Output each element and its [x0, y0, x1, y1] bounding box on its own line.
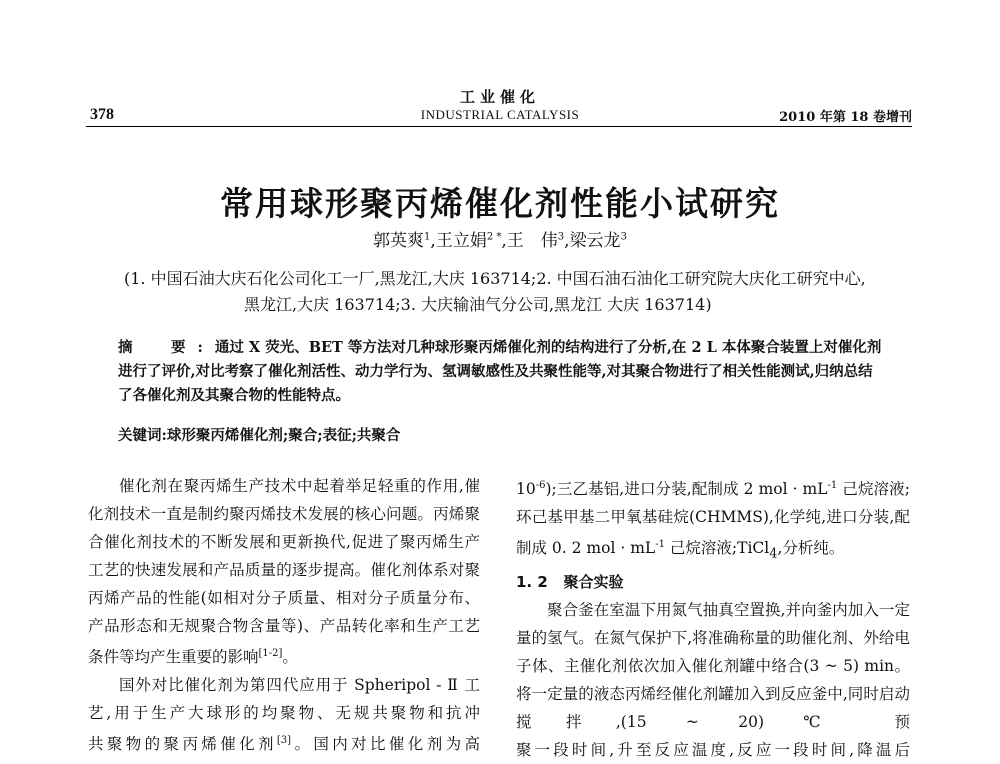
superscript: -1 [827, 480, 838, 491]
author-affil-mark: 2 * [486, 231, 502, 243]
paragraph-text: ,分析纯。 [777, 539, 845, 558]
paragraph-text: );三乙基铝,进口分装,配制成 2 mol · mL [545, 480, 828, 499]
author-affil-mark: 1 [424, 231, 431, 243]
author-name: 梁云龙 [569, 231, 621, 251]
keywords [118, 424, 400, 445]
keywords-label: 关键词: [118, 427, 167, 444]
header-rule [86, 126, 912, 127]
paragraph-text: 。国内对比催化剂为高 [291, 735, 480, 754]
author-name: 郭英爽 [373, 231, 425, 251]
body-paragraph: 聚合釜在室温下用氮气抽真空置换,并向釜内加入一定量的氢气。在氮气保护下,将准确称量的助催化剂、外给电子体、主催化剂依次加入催化剂罐中络合(3 ~ 5) min。将一定量的液态丙烯经催化剂罐加入到反应釜中,同时启动搅拌,(15 ~ 20) ℃ 预 [516, 601, 910, 732]
paragraph-text: 己烷溶液;TiCl [664, 539, 770, 558]
issue-label: 2010 年第 18 卷增刊 [779, 110, 912, 125]
paragraph-end: 。 [282, 648, 298, 667]
section-number: 1. 2 [516, 573, 548, 592]
superscript: -1 [655, 539, 665, 551]
body-paragraph [516, 472, 910, 568]
body-paragraph [88, 472, 480, 671]
citation: [1-2] [258, 648, 283, 659]
section-title: 聚合实验 [563, 573, 624, 592]
section-heading [516, 568, 910, 596]
affiliation-line-2: 黑龙江,大庆 163714;3. 大庆输油气分公司,黑龙江 大庆 163714) [244, 295, 712, 314]
author-name: 王立娟 [435, 231, 487, 251]
author-list: 郭英爽$^1$,王立娟$^{2 *}$,王 伟$^3$,梁云龙$^3$ [373, 231, 627, 251]
paragraph-text: 10 [516, 480, 536, 499]
abstract-label: 摘 要: [118, 339, 215, 356]
abstract-text: 通过 X 荧光、BET 等方法对几种球形聚丙烯催化剂的结构进行了分析,在 2 L 本体聚合装置上对催化剂进行了评价,对比考察了催化剂活性、动力学行为、氢调敏感性及共聚性能等,对其聚合物进行了相关性能测试,归纳总结了各催化剂及其聚合物的性能特点。 [118, 339, 882, 404]
affiliation-line-1: (1. 中国石油大庆石化公司化工一厂,黑龙江,大庆 163714;2. 中国石油石油化工研究院大庆化工研究中心, [124, 269, 866, 288]
author-affil-mark: 3 [557, 231, 565, 243]
paragraph-text: 己烷溶液;环己基甲基二甲氧基硅烷(CHMMS),化学纯,进口分装,配制成 0. 2 mol · mL [516, 480, 910, 558]
paper-title: 常用球形聚丙烯催化剂性能小试研究 [220, 184, 780, 223]
subscript: 4 [769, 546, 778, 562]
body-column-left [88, 472, 480, 754]
paragraph-text: 共聚物的聚丙烯催化剂 [88, 735, 277, 754]
page-number: 378 [90, 106, 114, 123]
journal-name-en: INDUSTRIAL CATALYSIS [420, 107, 580, 122]
citation: [3] [276, 735, 292, 747]
body-paragraph: 国外对比催化剂为第四代应用于 Spheripol - Ⅱ 工艺,用于生产大球形的均聚物、无规共聚物和抗冲 [88, 676, 480, 723]
body-paragraph-cutoff: 聚一段时间,升至反应温度,反应一段时间,降温后 [516, 741, 910, 760]
superscript: -6 [535, 480, 546, 491]
abstract [118, 336, 882, 408]
author-name: 王 伟 [506, 231, 558, 251]
keywords-text: 球形聚丙烯催化剂;聚合;表征;共聚合 [166, 427, 401, 444]
author-affil-mark: 3 [620, 231, 627, 243]
body-column-right [516, 472, 910, 760]
body-paragraph-cutoff [88, 727, 480, 754]
journal-name-cn: 工业催化 [459, 88, 540, 106]
paragraph-text: 催化剂在聚丙烯生产技术中起着举足轻重的作用,催化剂技术一直是制约聚丙烯技术发展的核心问题。丙烯聚合催化剂技术的不断发展和更新换代,促进了聚丙烯生产工艺的快速发展和产品质量的逐步提高。催化剂体系对聚丙烯产品的性能(如相对分子质量、相对分子质量分布、产品形态和无规聚合物含量等)、产品转化率和生产工艺条件等均产生重要的影响 [88, 477, 480, 667]
